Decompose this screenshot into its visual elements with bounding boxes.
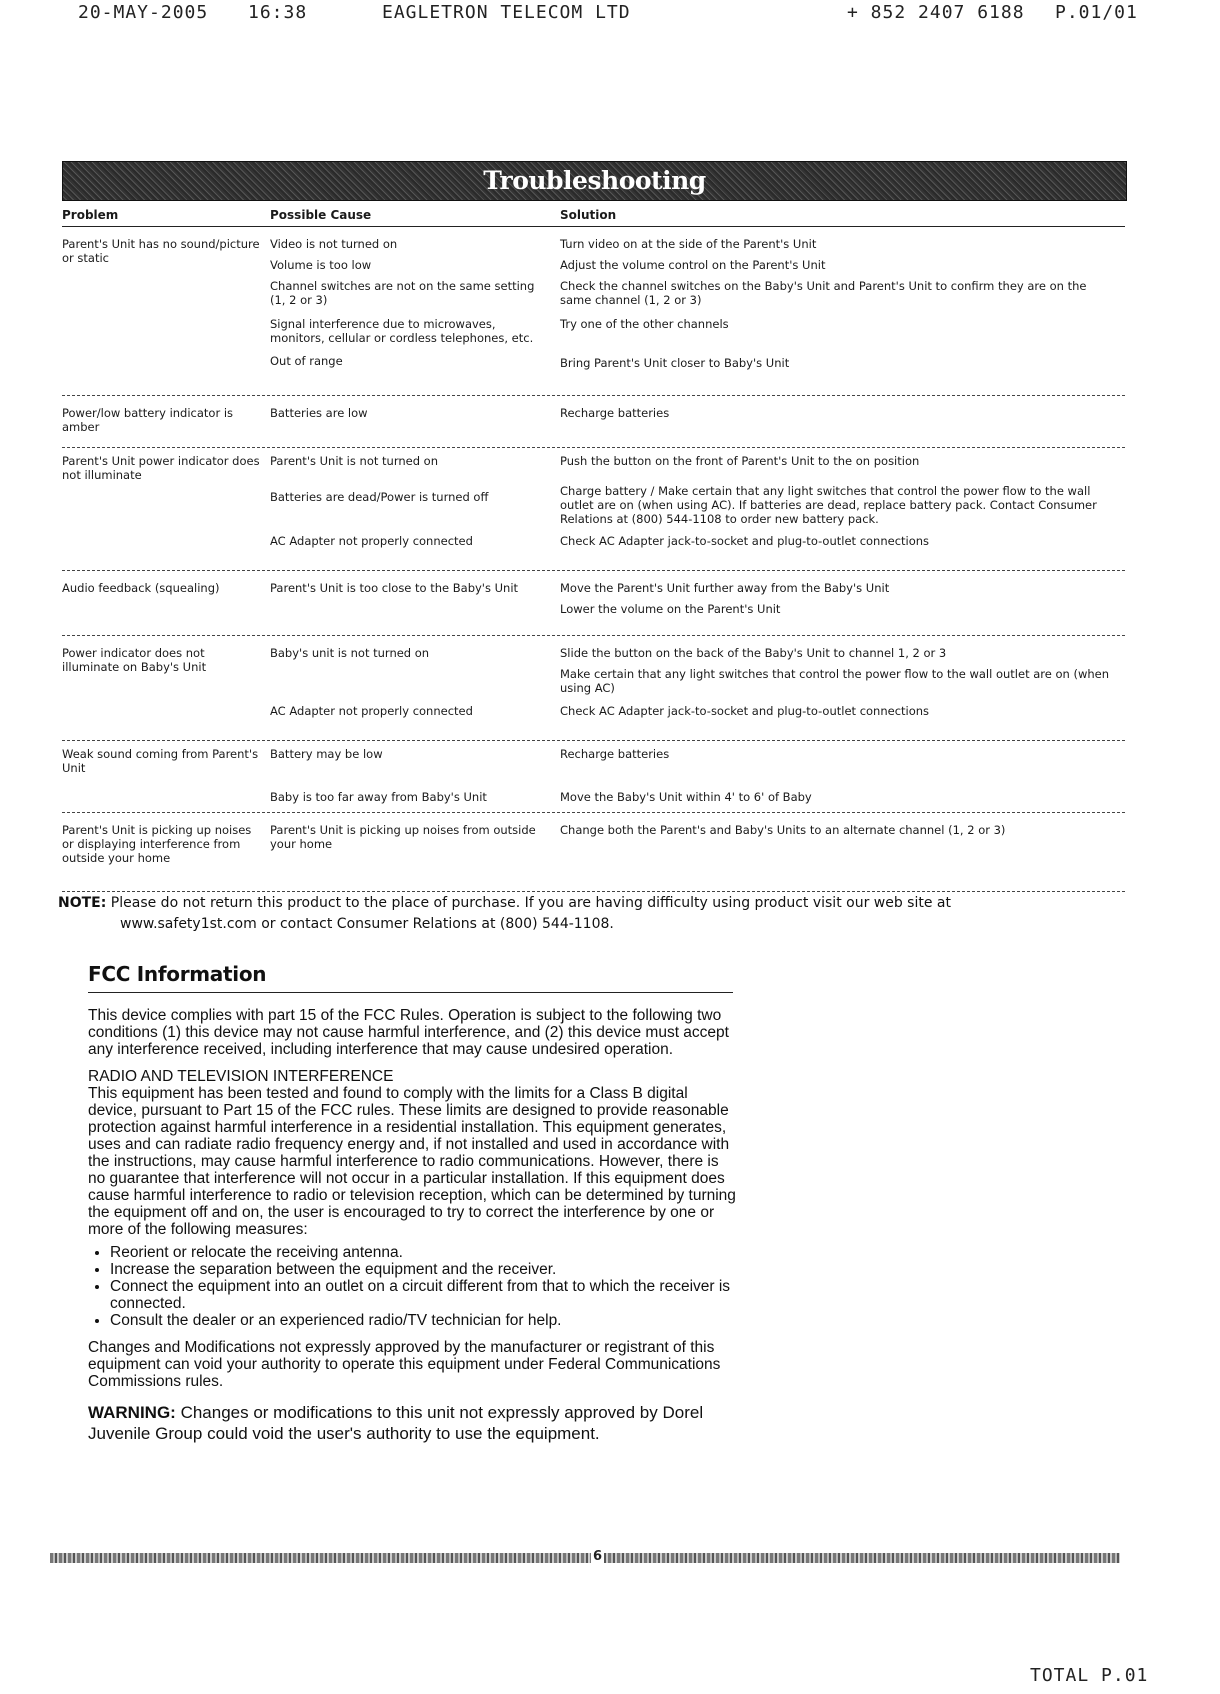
header-cause: Possible Cause <box>270 208 372 222</box>
cause-cell: Parent's Unit is not turned on <box>270 454 438 468</box>
cause-cell: Baby's unit is not turned on <box>270 646 430 660</box>
solution-cell: Adjust the volume control on the Parent's Unit <box>560 258 826 272</box>
cause-cell: Channel switches are not on the same setting (1, 2 or 3) <box>270 279 535 307</box>
page-number: 6 <box>593 1549 603 1564</box>
problem-cell: Audio feedback (squealing) <box>62 581 220 595</box>
solution-cell: Turn video on at the side of the Parent's Unit <box>560 237 817 251</box>
cause-cell: Parent's Unit is picking up noises from outside your home <box>270 823 536 851</box>
problem-cell: Weak sound coming from Parent's Unit <box>62 747 259 775</box>
fcc-subheading: RADIO AND TELEVISION INTERFERENCE <box>88 1068 394 1085</box>
solution-cell: Check AC Adapter jack-to-socket and plug-to-outlet connections <box>560 704 930 718</box>
problem-cell: Power indicator does not illuminate on Baby's Unit <box>62 646 207 674</box>
footer-bar <box>50 1549 1120 1564</box>
warning-label: WARNING: <box>88 1403 176 1422</box>
note <box>58 893 1058 935</box>
troubleshooting-table <box>62 204 1125 892</box>
solution-cell: Try one of the other channels <box>560 317 729 331</box>
fax-time: 16:38 <box>248 2 308 23</box>
cause-cell: Video is not turned on <box>270 237 398 251</box>
cause-cell: Signal interference due to microwaves, monitors, cellular or cordless telephones, etc. <box>270 317 534 345</box>
table-group <box>62 636 1125 741</box>
cause-cell: Batteries are dead/Power is turned off <box>270 490 489 504</box>
solution-cell: Charge battery / Make certain that any light switches that control the power flow to the wall outlet are on (when using AC). If batteries are dead, replace battery pack. Contact Consumer Relations at (800) 544-1108 to order new battery pack. <box>560 484 1097 526</box>
table-group <box>62 227 1125 396</box>
list-item: • Consult the dealer or an experienced radio/TV technician for help. <box>110 1312 738 1329</box>
solution-cell: Recharge batteries <box>560 406 670 420</box>
fcc-measures-list <box>88 1244 738 1329</box>
solution-cell: Bring Parent's Unit closer to Baby's Unit <box>560 356 790 370</box>
solution-cell: Check the channel switches on the Baby's Unit and Parent's Unit to confirm they are on the same channel (1, 2 or 3) <box>560 279 1087 307</box>
note-label: NOTE: <box>58 895 107 911</box>
fcc-title: FCC Information <box>88 962 733 993</box>
table-group <box>62 571 1125 636</box>
cause-cell: Baby is too far away from Baby's Unit <box>270 790 487 804</box>
fax-page: P.01/01 <box>1055 2 1138 23</box>
fcc-section <box>88 962 738 1444</box>
header-solution: Solution <box>560 208 617 222</box>
solution-cell: Make certain that any light switches that control the power flow to the wall outlet are on (when using AC) <box>560 667 1110 695</box>
solution-cell: Move the Baby's Unit within 4' to 6' of Baby <box>560 790 812 804</box>
note-line2: www.safety1st.com or contact Consumer Relations at (800) 544-1108. <box>120 916 614 932</box>
cause-cell: AC Adapter not properly connected <box>270 704 473 718</box>
cause-cell: Parent's Unit is too close to the Baby's Unit <box>270 581 519 595</box>
warning-text: Changes or modifications to this unit not expressly approved by Dorel Juvenile Group could void the user's authority to use the equipment. <box>88 1403 704 1443</box>
table-header <box>62 204 1125 227</box>
fax-company: EAGLETRON TELECOM LTD <box>382 2 631 23</box>
cause-cell: Batteries are low <box>270 406 368 420</box>
troubleshooting-title: Troubleshooting <box>483 166 706 195</box>
table-group <box>62 448 1125 571</box>
solution-cell: Push the button on the front of Parent's Unit to the on position <box>560 454 920 468</box>
problem-cell: Parent's Unit has no sound/picture or static <box>62 237 260 265</box>
solution-cell: Recharge batteries <box>560 747 670 761</box>
cause-cell: AC Adapter not properly connected <box>270 534 473 548</box>
fcc-paragraph-2: This equipment has been tested and found to comply with the limits for a Class B digital device, pursuant to Part 15 of the FCC rules. These limits are designed to provide reasonable protection against harmful interference in a residential installation. This equipment generates, uses and can radiate radio frequency energy and, if not installed and used in accordance with the instructions, may cause harmful interference to radio communications. However, there is no guarantee that interference will not occur in a particular installation. If this equipment does cause harmful interference to radio or television reception, which can be determined by turning the equipment off and on, the user is encouraged to try to correct the interference by one or more of the following measures: <box>88 1085 736 1238</box>
list-item: • Reorient or relocate the receiving antenna. <box>110 1244 738 1261</box>
solution-cell: Check AC Adapter jack-to-socket and plug-to-outlet connections <box>560 534 930 548</box>
problem-cell: Power/low battery indicator is amber <box>62 406 234 434</box>
cause-cell: Battery may be low <box>270 747 383 761</box>
table-group <box>62 396 1125 448</box>
troubleshooting-banner <box>62 161 1127 201</box>
table-group <box>62 741 1125 813</box>
problem-cell: Parent's Unit is picking up noises or displaying interference from outside your home <box>62 823 252 865</box>
fcc-warning <box>88 1402 738 1444</box>
cause-cell: Volume is too low <box>270 258 372 272</box>
solution-cell: Move the Parent's Unit further away from the Baby's Unit <box>560 581 890 595</box>
fcc-paragraph-3: Changes and Modifications not expressly approved by the manufacturer or registrant of this equipment can void your authority to operate this equipment under Federal Communications Commissions rules. <box>88 1339 721 1390</box>
cause-cell: Out of range <box>270 354 343 368</box>
total-pages: TOTAL P.01 <box>1030 1665 1149 1686</box>
fax-date: 20-MAY-2005 <box>78 2 209 23</box>
header-problem: Problem <box>62 208 119 222</box>
list-item: • Connect the equipment into an outlet on a circuit different from that to which the receiver is connected. <box>110 1278 738 1312</box>
solution-cell: Change both the Parent's and Baby's Units to an alternate channel (1, 2 or 3) <box>560 823 1006 837</box>
problem-cell: Parent's Unit power indicator does not illuminate <box>62 454 260 482</box>
list-item: • Increase the separation between the equipment and the receiver. <box>110 1261 738 1278</box>
fax-header <box>0 2 1220 28</box>
note-line1: Please do not return this product to the place of purchase. If you are having difficulty using product visit our web site at <box>110 895 951 911</box>
fax-phone: + 852 2407 6188 <box>847 2 1025 23</box>
table-group <box>62 813 1125 892</box>
fcc-paragraph-1: This device complies with part 15 of the FCC Rules. Operation is subject to the following two conditions (1) this device may not cause harmful interference, and (2) this device must accept any interference received, including interference that may cause undesired operation. <box>88 1007 729 1058</box>
solution-cell: Lower the volume on the Parent's Unit <box>560 602 781 616</box>
solution-cell: Slide the button on the back of the Baby's Unit to channel 1, 2 or 3 <box>560 646 947 660</box>
